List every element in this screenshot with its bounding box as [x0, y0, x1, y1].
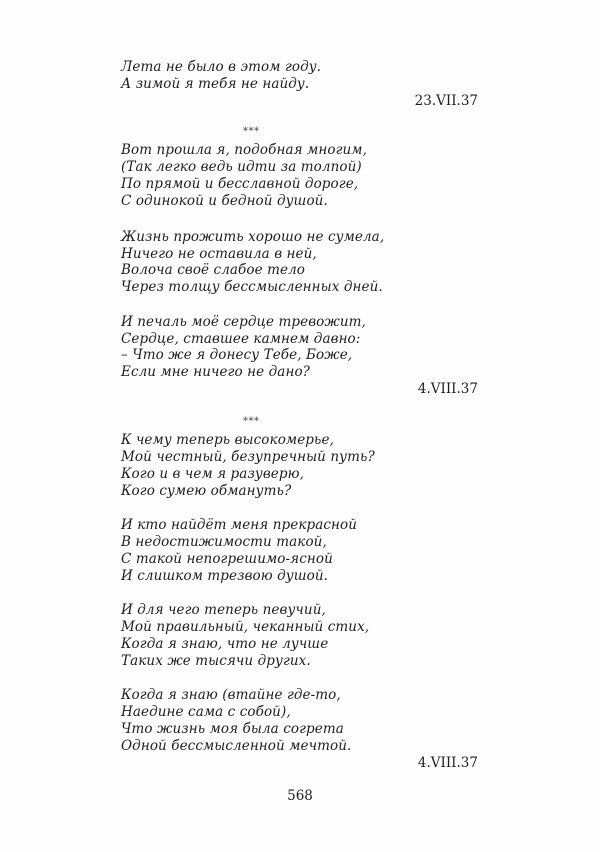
verse-line: А зимой я тебя не найду. — [121, 76, 310, 92]
verse-line: Волоча своё слабое тело — [121, 262, 306, 278]
verse-line: Наедине сама с собой), — [121, 704, 291, 720]
poem-separator: *** — [243, 416, 260, 427]
poem-date: 4.VIII.37 — [417, 381, 478, 397]
verse-line: И слишком трезвою душой. — [121, 568, 329, 584]
verse-line: Вот прошла я, подобная многим, — [121, 142, 367, 158]
verse-line: Когда я знаю, что не лучше — [121, 636, 329, 652]
verse-line: Если мне ничего не дано? — [121, 364, 311, 380]
verse-line: Лета не было в этом году. — [121, 59, 322, 75]
verse-line: Ничего не оставила в ней, — [121, 246, 317, 262]
verse-line: Что жизнь моя была согрета — [121, 721, 344, 737]
verse-line: С такой непогрешимо-ясной — [121, 551, 333, 567]
verse-line: – Что же я донесу Тебе, Боже, — [121, 347, 353, 363]
verse-line: И кто найдёт меня прекрасной — [121, 517, 358, 533]
verse-line: И для чего теперь певучий, — [121, 602, 326, 618]
verse-line: Одной бессмысленной мечтой. — [121, 738, 352, 754]
verse-line: По прямой и бесславной дороге, — [121, 176, 359, 192]
verse-line: Таких же тысячи других. — [121, 653, 311, 669]
verse-line: И печаль моё сердце тревожит, — [121, 314, 366, 330]
poem-separator: *** — [243, 126, 260, 137]
verse-line: К чему теперь высокомерье, — [121, 432, 334, 448]
verse-line: Когда я знаю (втайне где-то, — [121, 687, 341, 703]
verse-line: Кого и в чем я разуверю, — [121, 466, 305, 482]
poem-date: 23.VII.37 — [414, 93, 478, 109]
verse-line: (Так легко ведь идти за толпой) — [121, 159, 362, 175]
verse-line: Кого сумею обмануть? — [121, 483, 292, 499]
verse-line: Мой правильный, чеканный стих, — [121, 619, 370, 635]
verse-line: Мой честный, безупречный путь? — [121, 449, 375, 465]
verse-line: С одинокой и бедной душой. — [121, 193, 328, 209]
verse-line: Сердце, ставшее камнем давно: — [121, 331, 361, 347]
verse-line: Жизнь прожить хорошо не сумела, — [121, 229, 385, 245]
page-number: 568 — [287, 788, 313, 804]
poem-date: 4.VIII.37 — [417, 755, 478, 771]
verse-line: Через толщу бессмысленных дней. — [121, 279, 383, 295]
verse-line: В недостижимости такой, — [121, 534, 327, 550]
